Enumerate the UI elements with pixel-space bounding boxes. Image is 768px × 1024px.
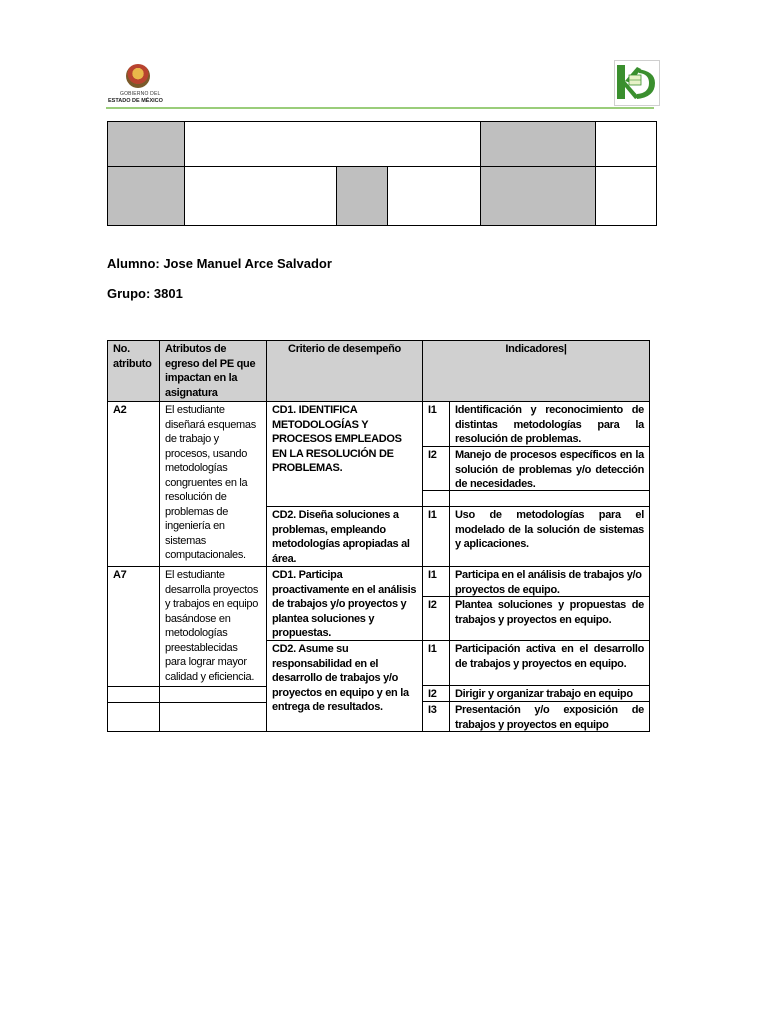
attribute-id-a7: A7 [107,566,160,687]
indicator-code: I1 [422,566,450,597]
header-no-atributo: No. atributo [107,340,160,402]
info-label-cell [107,166,185,226]
indicator-text: Uso de metodologías para el modelado de la solución de sistemas y aplicaciones. [449,506,650,567]
institution-emblem-icon [615,61,659,105]
info-value-cell [595,166,657,226]
attributes-table [107,340,650,732]
empty-cell [107,702,160,732]
indicator-text-empty [449,490,650,507]
criterio-a2-cd2: CD2. Diseña soluciones a problemas, empleando metodologías apropiadas al área. [266,506,423,567]
indicator-text: Plantea soluciones y propuestas de trabajos y proyectos en equipo. [449,596,650,641]
indicator-text: Participa en el análisis de trabajos y/o proyectos de equipo. [449,566,650,597]
empty-cell [159,702,267,732]
info-value-cell [184,121,481,167]
student-name: Alumno: Jose Manuel Arce Salvador [107,256,332,271]
info-value-cell [184,166,337,226]
gobierno-estado-mexico-logo [108,62,168,108]
indicator-text: Presentación y/o exposición de trabajos y proyectos en equipo [449,701,650,732]
institution-logo [614,60,660,106]
state-seal-icon [126,64,150,88]
indicator-code: I1 [422,640,450,686]
criterio-a7-cd1: CD1. Participa proactivamente en el análisis de trabajos y/o proyectos y plantea soluciones y propuestas. [266,566,423,641]
info-label-cell [107,121,185,167]
header-criterio: Criterio de desempeño [266,340,423,402]
attribute-text-a2: El estudiante diseñará esquemas de trabajo y procesos, usando metodologías congruentes en la resolución de problemas de ingeniería en sistemas computacionales. [159,401,267,567]
info-value-cell [595,121,657,167]
logo-caption-line2: ESTADO DE MÉXICO [108,98,163,104]
indicator-code: I2 [422,596,450,641]
criterio-a7-cd2: CD2. Asume su responsabilidad en el desarrollo de trabajos y/o proyectos en equipo y en la entrega de resultados. [266,640,423,732]
indicator-code: I2 [422,446,450,491]
header-divider [106,107,654,109]
indicator-code: I2 [422,685,450,702]
info-label-cell [336,166,388,226]
empty-cell [107,686,160,703]
indicator-text: Manejo de procesos específicos en la solución de problemas y/o detección de necesidades. [449,446,650,491]
student-group: Grupo: 3801 [107,286,183,301]
info-label-cell [480,166,596,226]
attribute-id-a2: A2 [107,401,160,567]
indicator-code: I3 [422,701,450,732]
indicator-code-empty [422,490,450,507]
indicator-text: Dirigir y organizar trabajo en equipo [449,685,650,702]
empty-cell [159,686,267,703]
indicator-code: I1 [422,401,450,447]
info-grid [107,121,657,226]
logo-caption-line1: GOBIERNO DEL [120,91,161,97]
indicator-text: Identificación y reconocimiento de distintas metodologías para la resolución de problemas. [449,401,650,447]
info-label-cell [480,121,596,167]
header-indicadores: Indicadores| [422,340,650,402]
info-value-cell [387,166,481,226]
header-atributos: Atributos de egreso del PE que impactan en la asignatura [159,340,267,402]
criterio-a2-cd1: CD1. IDENTIFICA METODOLOGÍAS Y PROCESOS EMPLEADOS EN LA RESOLUCIÓN DE PROBLEMAS. [266,401,423,507]
indicator-text: Participación activa en el desarrollo de trabajos y proyectos en equipo. [449,640,650,686]
indicator-code: I1 [422,506,450,567]
attribute-text-a7: El estudiante desarrolla proyectos y trabajos en equipo basándose en metodologías preestablecidas para lograr mayor calidad y eficiencia. [159,566,267,687]
